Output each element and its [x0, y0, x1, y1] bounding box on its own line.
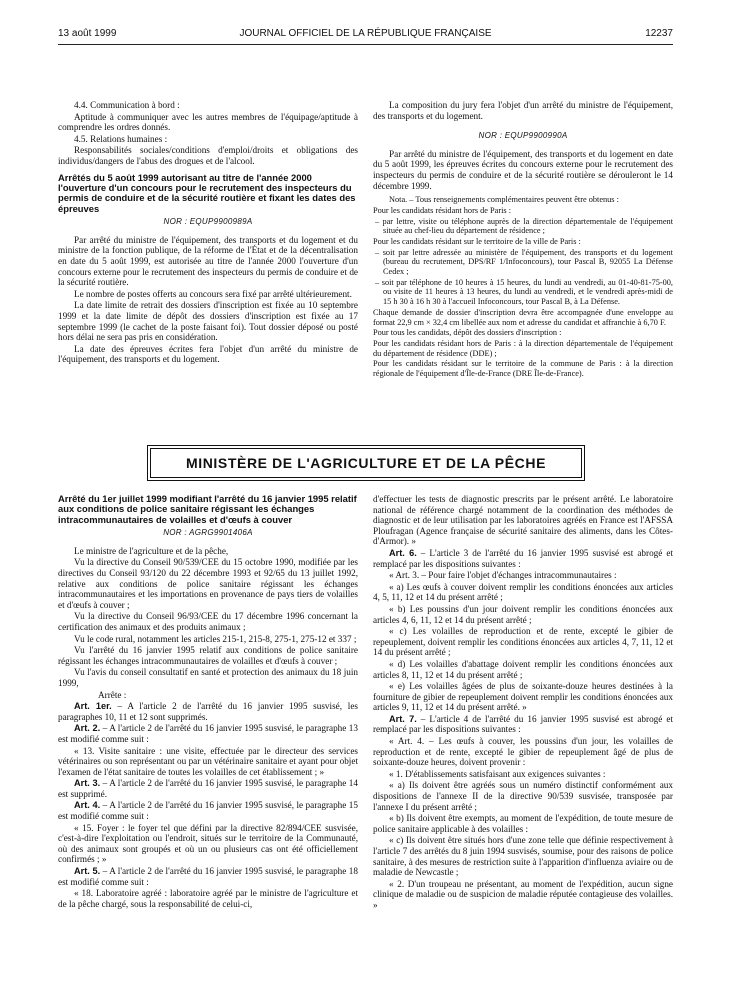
paragraph: Le nombre de postes offerts au concours sera fixé par arrêté ultérieurement.	[74, 288, 352, 299]
article: Art. 2. – A l'article 2 de l'arrêté du 16 janvier 1995 susvisé, le paragraphe 13 est modifié comme suit :	[58, 723, 358, 744]
quote: « a) Les œufs à couver doivent remplir les conditions énoncées aux articles 4, 5, 11, 12 et 14 du présent arrêté ;	[373, 581, 673, 603]
nota-paragraph: Chaque demande de dossier d'inscription devra être accompagnée d'une enveloppe au format 22,9 cm × 32,4 cm libellée aux nom et adresse du candidat et affranchie à 6,70 F.	[373, 307, 673, 327]
article: Art. 5. – A l'article 2 de l'arrêté du 16 janvier 1995 susvisé, le paragraphe 18 est modifié comme suit :	[58, 866, 358, 887]
header-rule	[58, 44, 673, 45]
nota-item: – soit par lettre adressée au ministère de l'équipement, des transports et du logement (bureau du recrutement, DPS/RF 1/Infoconcours), tour Pascal B, 92055 La Défense Cedex ;	[375, 247, 673, 277]
quote: « d) Les volailles d'abattage doivent remplir les conditions énoncées aux articles 8, 11, 12 et 14 du présent arrêté ;	[373, 658, 673, 680]
paragraph: 4.5. Relations humaines :	[74, 133, 168, 144]
paragraph: Vu la directive du Conseil 96/93/CEE du 17 décembre 1996 concernant la certification des animaux et des produits animaux ;	[58, 611, 358, 632]
nota-item: – soit par téléphone de 10 heures à 15 heures, du lundi au vendredi, au 01-40-81-75-00, ou visite de 11 heures à 13 heures, du lundi au vendredi, et le vendredi après-midi de 15 h 30 à 16 h 30 à l'accueil Infoconcours, tour Pascal B, à La Défense.	[375, 277, 673, 307]
top-right-column	[373, 100, 673, 380]
decree-heading: Arrêtés du 5 août 1999 autorisant au titre de l'année 2000 l'ouverture d'un concours pour le recrutement des inspecteurs du permis de conduire et de la sécurité routière et fixant les dates des épreuves	[58, 171, 356, 214]
bottom-left-column	[58, 494, 358, 910]
paragraph: d'effectuer les tests de diagnostic prescrits par le présent arrêté. Le laboratoire national de référence chargé notamment de la coordination des méthodes de diagnostic et de leur utilisation par les laboratoires agréés en France est l'AFSSA Ploufragan (Agence française de sécurité sanitaire des aliments, dans les Côtes-d'Armor). »	[373, 494, 673, 547]
nor-reference: NOR : EQUP9900990A	[478, 131, 568, 141]
nota-paragraph: Pour les candidats résidant sur le territoire de la ville de Paris :	[373, 236, 581, 246]
paragraph: 4.4. Communication à bord :	[74, 100, 180, 110]
quote: « Art. 3. – Pour faire l'objet d'échanges intracommunautaires :	[389, 570, 617, 581]
quote: « 1. D'établissements satisfaisant aux exigences suivantes :	[389, 768, 606, 779]
paragraph: Responsabilités sociales/conditions d'emploi/droits et obligations des individus/dangers de l'abus des drogues et de l'alcool.	[58, 145, 358, 166]
paragraph: Par arrêté du ministre de l'équipement, des transports et du logement et du ministre de la fonction publique, de la réforme de l'État et de la décentralisation en date du 5 août 1999, est autorisée au titre de l'année 2000 l'ouverture d'un concours externe pour le recrutement des inspecteurs du permis de conduire et de la sécurité routière.	[58, 234, 358, 288]
article: Art. 4. – A l'article 2 de l'arrêté du 16 janvier 1995 susvisé, le paragraphe 15 est modifié comme suit :	[58, 800, 358, 822]
ministry-banner: MINISTÈRE DE L'AGRICULTURE ET DE LA PÊCHE	[150, 448, 582, 478]
nota-paragraph: Pour tous les candidats, dépôt des dossiers d'inscription :	[373, 328, 562, 338]
paragraph: Vu le code rural, notamment les articles 215-1, 215-8, 275-1, 275-12 et 337 ;	[74, 633, 357, 644]
quote: « b) Les poussins d'un jour doivent remplir les conditions énoncées aux articles 4, 6, 11, 12 et 14 du présent arrêté ;	[373, 603, 673, 625]
quote: « 15. Foyer : le foyer tel que défini par la directive 82/894/CEE susvisée, c'est-à-dire l'exploitation ou l'endroit, situés sur le territoire de la Communauté, où des animaux sont groupés et où un ou plusieurs cas ont été officiellement confirmés ; »	[58, 822, 358, 865]
quote: « 13. Visite sanitaire : une visite, effectuée par le directeur des services vétérinaires ou son représentant ou par un vétérinaire sanitaire et ayant pour objet l'examen de l'état sanitaire de toutes les volailles de cet établissement ; »	[58, 745, 358, 777]
nota-paragraph: Pour les candidats résidant sur le territoire de la commune de Paris : à la direction régionale de l'équipement d'Île-de-France (DRE Île-de-France).	[373, 359, 673, 379]
nor-reference: NOR : AGRG9901406A	[163, 528, 253, 538]
nor-reference: NOR : EQUP9900989A	[163, 217, 253, 227]
decree-heading: Arrêté du 1er juillet 1999 modifiant l'arrêté du 16 janvier 1995 relatif aux conditions de police sanitaire régissant les échanges intracommunautaires de volailles et d'œufs à couver	[58, 493, 357, 525]
article: Art. 3. – A l'article 2 de l'arrêté du 16 janvier 1995 susvisé, le paragraphe 14 est supprimé.	[58, 778, 358, 799]
nota-paragraph: Pour les candidats résidant hors de Paris : à la direction départementale de l'équipement du département de résidence (DDE) ;	[373, 339, 673, 358]
article: Art. 7. – L'article 4 de l'arrêté du 16 janvier 1995 susvisé est abrogé et remplacé par les dispositions suivantes :	[373, 713, 673, 735]
nota-item: – par lettre, visite ou téléphone auprès de la direction départementale de l'équipement située au chef-lieu du département de résidence ;	[375, 216, 673, 236]
nota-paragraph: Pour les candidats résidant hors de Paris :	[373, 205, 512, 215]
paragraph: La date des épreuves écrites fera l'objet d'un arrêté du ministre de l'équipement, des transports et du logement.	[58, 343, 358, 365]
quote: « c) Les volailles de reproduction et de rente, excepté le gibier de repeuplement, doivent remplir les conditions énoncées aux articles 4, 7, 11, 12 et 14 du présent arrêté ;	[373, 626, 673, 658]
quote: « 18. Laboratoire agréé : laboratoire agréé par le ministre de l'agriculture et de la pêche chargé, sous la responsabilité de celui-ci,	[58, 888, 358, 909]
quote: « b) Ils doivent être exempts, au moment de l'expédition, de toute mesure de police sanitaire applicable à des volailles :	[373, 813, 673, 834]
header-title: JOURNAL OFFICIEL DE LA RÉPUBLIQUE FRANÇAISE	[239, 28, 492, 39]
paragraph: Vu l'avis du conseil consultatif en santé et protection des animaux du 18 juin 1999,	[58, 667, 358, 688]
header-page-number: 12237	[645, 28, 673, 39]
paragraph: Vu l'arrêté du 16 janvier 1995 relatif aux conditions de police sanitaire régissant les échanges intracommunautaires de volailles et d'œufs à couver ;	[58, 645, 358, 666]
paragraph: Vu la directive du Conseil 90/539/CEE du 15 octobre 1990, modifiée par les directives du Conseil 93/120 du 22 décembre 1993 et 92/65 du 13 juillet 1992, relative aux conditions de police sanitaire régissant les échanges intracommunautaires et les importations en provenance de pays tiers de volailles et d'œufs à couver ;	[58, 557, 358, 610]
quote: « a) Ils doivent être agréés sous un numéro distinctif conformément aux dispositions de l'annexe II de la directive 90/539 susvisée, transposée par l'annexe I du présent arrêté ;	[373, 780, 673, 812]
article: Art. 1er. – A l'article 2 de l'arrêté du 16 janvier 1995 susvisé, les paragraphes 10, 11 et 12 sont supprimés.	[58, 701, 359, 722]
quote: « 2. D'un troupeau ne présentant, au moment de l'expédition, aucun signe clinique de maladie ou de suspicion de maladie réputée contagieuse des volailles. »	[373, 878, 673, 910]
paragraph: Le ministre de l'agriculture et de la pêche,	[74, 545, 229, 556]
paragraph: Aptitude à communiquer avec les autres membres de l'équipage/aptitude à comprendre les ordres donnés.	[58, 111, 358, 133]
paragraph: La composition du jury fera l'objet d'un arrêté du ministre de l'équipement, des transports et du logement.	[373, 100, 673, 121]
page-header	[58, 28, 673, 44]
article: Art. 6. – L'article 3 de l'arrêté du 16 janvier 1995 susvisé est abrogé et remplacé par les dispositions suivantes :	[373, 547, 673, 569]
paragraph: Par arrêté du ministre de l'équipement, des transports et du logement en date du 5 août 1999, les épreuves écrites du concours externe pour le recrutement des inspecteurs du permis de conduire et de la sécurité routière se dérouleront le 14 décembre 1999.	[373, 148, 673, 191]
quote: « Art. 4. – Les œufs à couver, les poussins d'un jour, les volailles de reproduction et de rente, excepté le gibier de repeuplement âgé de plus de soixante-douze heures, doivent provenir :	[373, 736, 673, 768]
paragraph: Arrête :	[98, 689, 127, 700]
top-left-column	[58, 100, 358, 366]
paragraph: La date limite de retrait des dossiers d'inscription est fixée au 10 septembre 1999 et la date limite de dépôt des dossiers d'inscription est fixée au 17 septembre 1999 (le cachet de la poste faisant foi). Tout dossier déposé ou posté hors délai ne sera pas pris en considération.	[58, 300, 358, 343]
header-date: 13 août 1999	[58, 28, 117, 39]
nota-paragraph: Nota. – Tous renseignements complémentaires peuvent être obtenus :	[389, 195, 619, 205]
quote: « c) Ils doivent être situés hors d'une zone telle que définie respectivement à l'article 7 des arrêtés du 8 juin 1994 susvisés, soumise, pour des raisons de police sanitaire, à des mesures de restriction suite à l'apparition d'influenza aviaire ou de maladie de Newcastle ;	[373, 835, 673, 878]
quote: « e) Les volailles âgées de plus de soixante-douze heures destinées à la fourniture de gibier de repeuplement doivent remplir les conditions énoncées aux articles 9, 11, 12 et 14 du présent arrêté. »	[373, 681, 673, 713]
bottom-right-column	[373, 494, 673, 912]
